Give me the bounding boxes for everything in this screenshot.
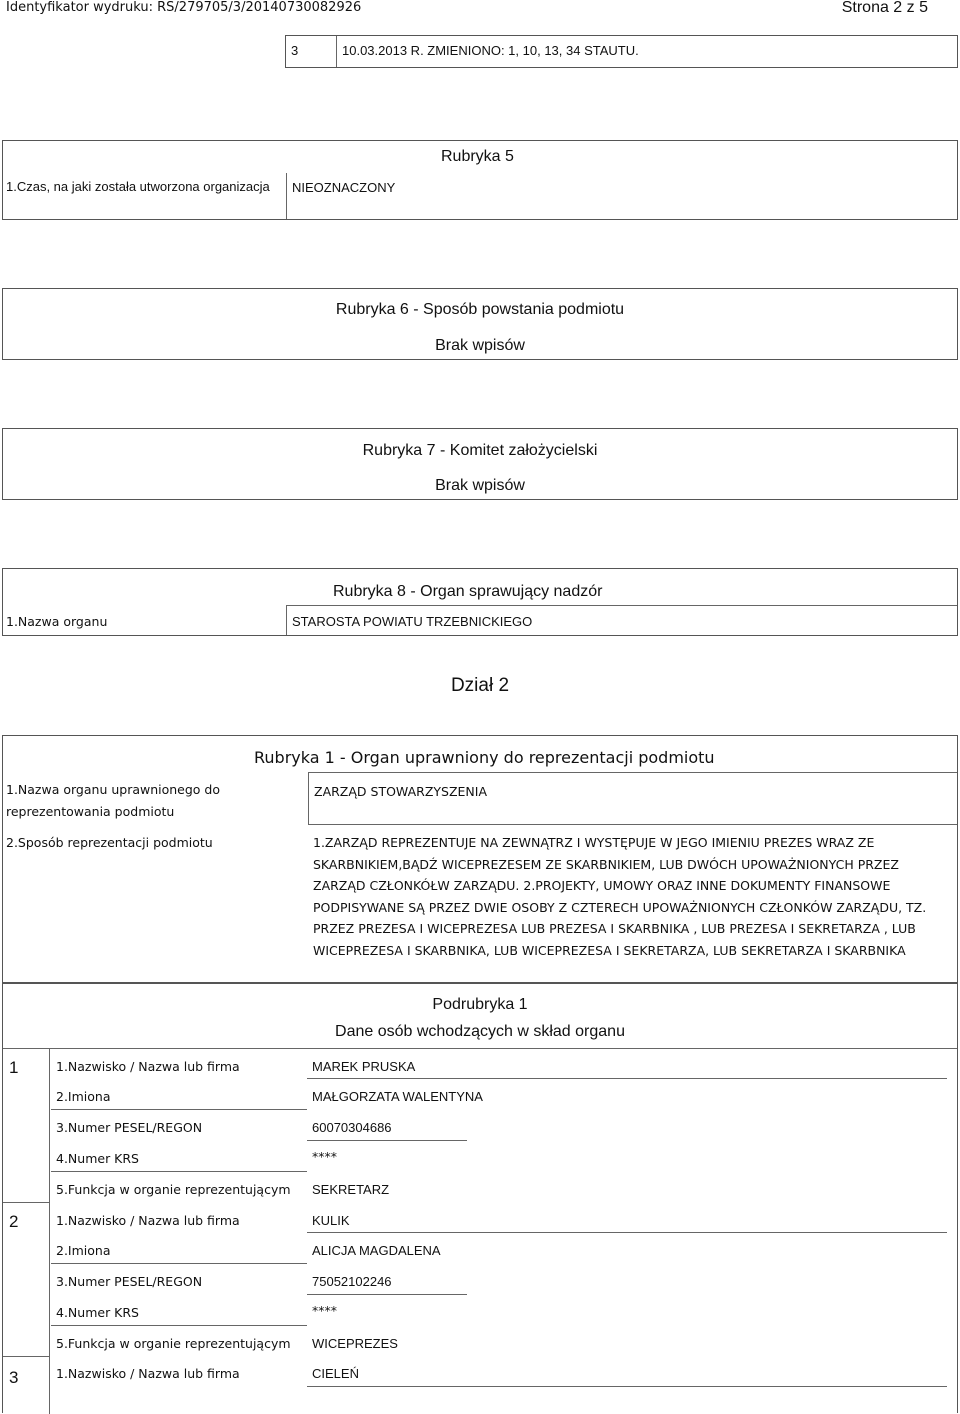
page-number: Strona 2 z 5 [841,0,928,16]
top-entry-row [285,35,958,68]
rubryka5-divider [286,173,287,219]
field-rule [51,1325,307,1326]
field-rule [51,1171,307,1172]
person-firstnames-value: MAŁGORZATA WALENTYNA [312,1089,483,1104]
person-krs-label: 4.Numer KRS [56,1305,139,1320]
rubryka6-section [2,288,958,360]
person-index: 2 [9,1212,19,1231]
rubryka8-title: Rubryka 8 - Organ sprawujący nadzór [333,583,603,600]
rubryka1-title: Rubryka 1 - Organ uprawniony do reprezentacji podmiotu [254,748,715,767]
rubryka1-method-value: 1.ZARZĄD REPREZENTUJE NA ZEWNĄTRZ I WYSTĘPUJE W JEGO IMIENIU PREZES WRAZ ZE SKARBNIKIEM,BĄDŹ WICEPREZESEM ZE SKARBNIKIEM, LUB DWÓCH UPOWAŻNIONYCH PRZEZ ZARZĄD CZŁONKÓŁW ZARZĄDU. 2.PROJEKTY, UMOWY ORAZ INNE DOKUMENTY FINANSOWE PODPISYWANE SĄ PRZEZ DWIE OSOBY Z CZTERECH UPOWAŻNIONYCH CZŁONKÓW ZARZĄDU, TZ. PRZEZ PREZESA I WICEPREZESA LUB PREZESA I SKARBNIKA , LUB PREZESA I SEKRETARZA , LUB WICEPREZESA I SKARBNIKA, LUB WICEPREZESA I SEKRETARZA, LUB SEKRETARZA I SKARBNIKA [313,835,927,958]
person-firstnames-label: 2.Imiona [56,1089,111,1104]
top-entry-text: 10.03.2013 R. ZMIENIONO: 1, 10, 13, 34 STAUTU. [342,43,639,58]
person-krs-value: **** [312,1303,337,1318]
podrubryka1-title: Podrubryka 1 [432,996,528,1013]
field-rule [307,1232,947,1233]
person-function-value: SEKRETARZ [312,1182,390,1197]
field-rule [307,1386,947,1387]
rubryka8-label: 1.Nazwa organu [6,614,108,629]
person-index: 1 [9,1058,19,1077]
rubryka8-value: STAROSTA POWIATU TRZEBNICKIEGO [292,614,533,629]
rubryka5-value: NIEOZNACZONY [292,180,396,195]
person-name-value: KULIK [312,1213,350,1228]
podrubryka1-section [2,983,958,1413]
rubryka5-label: 1.Czas, na jaki została utworzona organizacja [6,179,270,194]
rubryka1-rule-top [308,772,957,773]
person-krs-value: **** [312,1149,337,1164]
person-function-value: WICEPREZES [312,1336,398,1351]
field-rule [51,1263,307,1264]
rubryka8-rule [286,605,957,606]
rubryka1-name-value: ZARZĄD STOWARZYSZENIA [314,784,488,799]
rubryka7-section [2,428,958,500]
rubryka6-value: Brak wpisów [435,337,525,354]
person-name-value: CIELEŃ [312,1366,359,1381]
field-rule [307,1294,467,1295]
persons-index-column [49,1048,50,1414]
person-firstnames-label: 2.Imiona [56,1243,111,1258]
person-name-value: MAREK PRUSKA [312,1059,416,1074]
rubryka1-rule-mid [308,824,957,825]
rubryka1-divider [308,772,309,824]
dzial2-title: Dział 2 [450,675,510,696]
person-pesel-value: 60070304686 [312,1120,392,1135]
podrubryka1-subtitle: Dane osób wchodzących w skład organu [335,1023,625,1040]
top-entry-number: 3 [291,43,299,58]
person-name-label: 1.Nazwisko / Nazwa lub firma [56,1213,240,1228]
rubryka7-title: Rubryka 7 - Komitet założycielski [362,442,598,459]
person-function-label: 5.Funkcja w organie reprezentującym [56,1182,291,1197]
person-firstnames-value: ALICJA MAGDALENA [312,1243,441,1258]
field-rule [51,1109,307,1110]
rubryka6-title: Rubryka 6 - Sposób powstania podmiotu [335,301,625,318]
person-name-label: 1.Nazwisko / Nazwa lub firma [56,1366,240,1381]
person-krs-label: 4.Numer KRS [56,1151,139,1166]
field-rule [307,1140,467,1141]
person-pesel-label: 3.Numer PESEL/REGON [56,1120,203,1135]
rubryka1-name-label: 1.Nazwa organu uprawnionego do reprezentowania podmiotu [6,782,221,819]
rubryka7-value: Brak wpisów [435,477,525,494]
person-name-label: 1.Nazwisko / Nazwa lub firma [56,1059,240,1074]
rubryka1-method-label: 2.Sposób reprezentacji podmiotu [6,835,213,850]
print-identifier: Identyfikator wydruku: RS/279705/3/20140730082926 [6,0,362,15]
rubryka5-title: Rubryka 5 [441,148,514,165]
podrubryka1-rule [3,1048,957,1049]
person-function-label: 5.Funkcja w organie reprezentującym [56,1336,291,1351]
person-pesel-value: 75052102246 [312,1274,392,1289]
rubryka8-section [2,568,958,636]
rubryka5-section [2,140,958,220]
person-separator [3,1356,49,1357]
rubryka8-divider [286,605,287,635]
person-index: 3 [9,1368,19,1387]
rubryka1-section [2,735,958,983]
top-entry-divider [336,36,337,67]
field-rule [307,1078,947,1079]
person-pesel-label: 3.Numer PESEL/REGON [56,1274,203,1289]
person-separator [3,1202,49,1203]
